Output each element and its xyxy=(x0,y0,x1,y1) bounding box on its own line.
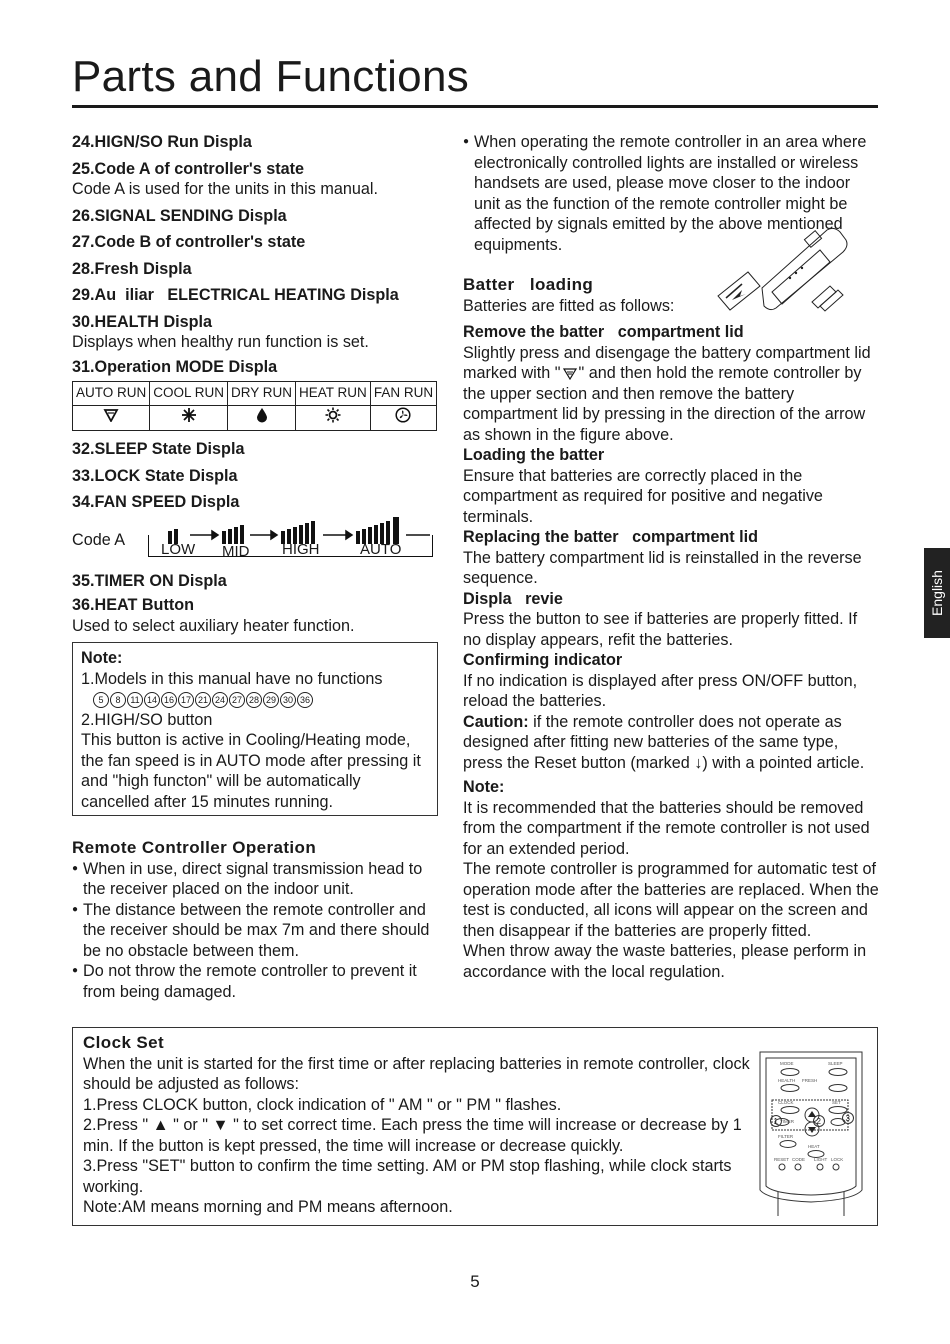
loading-text: Ensure that batteries are correctly placed in the compartment as required for positive and negative terminals. xyxy=(463,466,823,526)
item-34: 34.FAN SPEED Displa xyxy=(72,493,240,511)
circled-number: 8 xyxy=(110,692,126,708)
confirm-text: If no indication is displayed after press ON/OFF button, reload the batteries. xyxy=(463,671,858,710)
language-tab-label: English xyxy=(929,570,945,616)
item-30-desc: Displays when healthy run function is set. xyxy=(72,333,369,351)
item-24: 24.HIGN/SO Run Displa xyxy=(72,133,252,151)
remote-label-heat: HEAT xyxy=(808,1144,820,1149)
clock-step-2-c: " to set correct time. Each press the time will increase or decrease by 1 min. If the button is kept pressed, the time will increase or decrease quickly. xyxy=(83,1116,742,1155)
caution-text-a: if the remote controller does not operate as designed after fitting new batteries of the same type, press the Reset button (marked xyxy=(463,712,842,772)
display-review-text: Press the button to see if batteries are properly fitted. If no display appears, refit the batteries. xyxy=(463,610,858,649)
down-arrow-icon: ▼ xyxy=(212,1116,229,1134)
item-28: 28.Fresh Displa xyxy=(72,259,192,278)
circled-number: 14 xyxy=(144,692,160,708)
remote-callout-2: 2 xyxy=(816,1117,821,1126)
mode-fan-label: FAN RUN xyxy=(370,382,436,406)
note-circled-numbers xyxy=(81,689,429,710)
remote-label-lock: LOCK xyxy=(831,1157,844,1162)
battery-heading: Batter loading xyxy=(463,275,594,294)
reset-mark-icon: ↓ xyxy=(694,753,703,772)
remote-label-clock: CLOCK xyxy=(778,1100,794,1105)
display-review-heading: Displa revie xyxy=(463,589,563,608)
fan-icon xyxy=(370,405,436,431)
fan-level-high: HIGH xyxy=(282,540,320,558)
circled-number: 28 xyxy=(246,692,262,708)
replace-lid-heading: Replacing the batter compartment lid xyxy=(463,528,759,546)
item-25: 25.Code A of controller's state xyxy=(72,159,305,178)
list-item: ● Do not throw the remote controller to prevent it from being damaged. xyxy=(72,961,442,1002)
note-line-3: This button is active in Cooling/Heating mode, the fan speed is in AUTO mode after pressing it and "high functon" will be automatically cancelled after 15 minutes running. xyxy=(81,731,421,811)
clock-step-1: 1.Press CLOCK button, clock indication of " AM " or " PM " flashes. xyxy=(83,1095,562,1114)
note-line-2: 2.HIGH/SO button xyxy=(81,710,213,729)
circled-number: 16 xyxy=(161,692,177,708)
remote-controller-figure xyxy=(756,1050,866,1218)
circled-number: 21 xyxy=(195,692,211,708)
loading-heading: Loading the batter xyxy=(463,446,605,464)
mode-table xyxy=(72,381,437,431)
clock-intro: When the unit is started for the first time or after replacing batteries in remote controller, clock should be adjusted as follows: xyxy=(83,1054,750,1093)
circled-number: 17 xyxy=(178,692,194,708)
remote-operation-heading: Remote Controller Operation xyxy=(72,838,317,857)
left-column xyxy=(72,132,442,1002)
item-31: 31.Operation MODE Displa xyxy=(72,357,278,376)
circled-number: 30 xyxy=(280,692,296,708)
remote-label-health: HEALTH xyxy=(778,1078,796,1083)
remote-label-reset: RESET xyxy=(774,1157,790,1162)
item-35: 35.TIMER ON Displa xyxy=(72,571,227,590)
remote-label-timer: TIMER xyxy=(780,1119,794,1124)
battery-loading-figure xyxy=(712,226,852,318)
replace-lid-text: The battery compartment lid is reinstalled in the reverse sequence. xyxy=(463,548,862,587)
mode-heat-label: HEAT RUN xyxy=(296,382,371,406)
battery-intro: Batteries are fitted as follows: xyxy=(463,296,675,315)
item-26: 26.SIGNAL SENDING Displa xyxy=(72,206,287,225)
circled-number: 24 xyxy=(212,692,228,708)
battery-note-3: When throw away the waste batteries, please perform in accordance with the local regulation. xyxy=(463,942,867,981)
item-30: 30.HEALTH Displa xyxy=(72,312,213,331)
remote-callout-3: 3 xyxy=(845,1114,850,1123)
item-36: 36.HEAT Button xyxy=(72,596,194,614)
remove-lid-text-a: Slightly press and disengage the battery compartment lid marked with " xyxy=(463,343,871,382)
caution-text-b: ) with a pointed article. xyxy=(702,753,865,772)
remove-lid-text-b: " and then hold the remote controller by the upper section and then remove the battery compartment lid by pressing in the direction of the arrow as shown in the figure above. xyxy=(463,364,866,444)
clock-step-2 xyxy=(83,1115,753,1156)
auto-icon xyxy=(73,405,150,431)
list-item: ● The distance between the remote controller and the receiver should be max 7m and there should be no obstacle between them. xyxy=(72,900,442,962)
remove-lid-text xyxy=(463,343,877,446)
language-tab xyxy=(924,548,950,638)
list-item: ● When in use, direct signal transmission head to the receiver placed on the indoor unit. xyxy=(72,859,442,900)
circled-number: 29 xyxy=(263,692,279,708)
item-36-desc: Used to select auxiliary heater function. xyxy=(72,616,355,635)
remote-label-sleep: SLEEP xyxy=(828,1061,843,1066)
remote-label-code: CODE xyxy=(792,1157,806,1162)
fan-level-low: LOW xyxy=(161,540,196,558)
circled-number: 36 xyxy=(297,692,313,708)
mode-dry-label: DRY RUN xyxy=(228,382,296,406)
snowflake-icon xyxy=(150,405,228,431)
circled-number: 11 xyxy=(127,692,143,708)
sun-icon xyxy=(296,405,371,431)
fan-level-mid: MID xyxy=(222,542,250,560)
note-heading: Note: xyxy=(81,649,123,667)
lid-mark-icon xyxy=(563,368,577,380)
remote-label-filter: FILTER xyxy=(778,1134,794,1139)
caution-heading: Caution: xyxy=(463,712,529,731)
remote-label-mode: MODE xyxy=(780,1061,794,1066)
remote-label-fresh: FRESH xyxy=(802,1078,818,1083)
battery-note-1: It is recommended that the batteries should be removed from the compartment if the remote controller is not used for an extended period. xyxy=(463,798,870,858)
fan-level-auto: AUTO xyxy=(360,540,402,558)
remote-operation-list xyxy=(72,859,442,1003)
mode-auto-label: AUTO RUN xyxy=(73,382,150,406)
clock-set-text xyxy=(83,1033,753,1218)
fan-code-label: Code A xyxy=(72,530,126,549)
remote-label-set: SET xyxy=(832,1100,841,1105)
item-29: 29.Au iliar ELECTRICAL HEATING Displa xyxy=(72,286,399,304)
fan-speed-diagram xyxy=(72,517,442,567)
drop-icon xyxy=(228,405,296,431)
battery-note-heading: Note: xyxy=(463,778,505,796)
confirm-heading: Confirming indicator xyxy=(463,651,623,669)
circled-number: 5 xyxy=(93,692,109,708)
battery-note-2: The remote controller is programmed for automatic test of operation mode after the batteries are replaced. When the test is conducted, all icons will appear on the screen and then disappear if the batteries are properly fitted. xyxy=(463,860,879,940)
interference-text: ● When operating the remote controller in an area where electronically controlled lights are installed or wireless handsets are used, please move closer to the indoor unit as the function of the remote controller might be affected by signals emitted by the above mentioned equipments. xyxy=(474,133,867,254)
item-33: 33.LOCK State Displa xyxy=(72,466,238,485)
clock-step-2-b: " or " xyxy=(168,1116,213,1134)
clock-step-2-a: 2.Press " xyxy=(83,1116,153,1134)
clock-step-3: 3.Press "SET" button to confirm the time setting. AM or PM stop flashing, while clock starts working. xyxy=(83,1157,732,1196)
up-arrow-icon: ▲ xyxy=(152,1116,169,1134)
mode-cool-label: COOL RUN xyxy=(150,382,228,406)
note-line-1: 1.Models in this manual have no functions xyxy=(81,669,383,688)
remote-label-light: LIGHT xyxy=(814,1157,828,1162)
page-number: 5 xyxy=(470,1272,480,1291)
item-27: 27.Code B of controller's state xyxy=(72,233,306,251)
circled-number: 27 xyxy=(229,692,245,708)
item-32: 32.SLEEP State Displa xyxy=(72,440,245,458)
caution-text xyxy=(463,712,879,774)
page-title: Parts and Functions xyxy=(72,52,470,101)
remove-lid-heading: Remove the batter compartment lid xyxy=(463,323,744,341)
note-box xyxy=(72,642,438,816)
clock-note: Note:AM means morning and PM means afternoon. xyxy=(83,1198,453,1216)
clock-set-heading: Clock Set xyxy=(83,1033,165,1052)
title-rule xyxy=(72,105,878,108)
item-25-desc: Code A is used for the units in this manual. xyxy=(72,180,378,198)
remote-callout-1: 1 xyxy=(773,1117,778,1126)
